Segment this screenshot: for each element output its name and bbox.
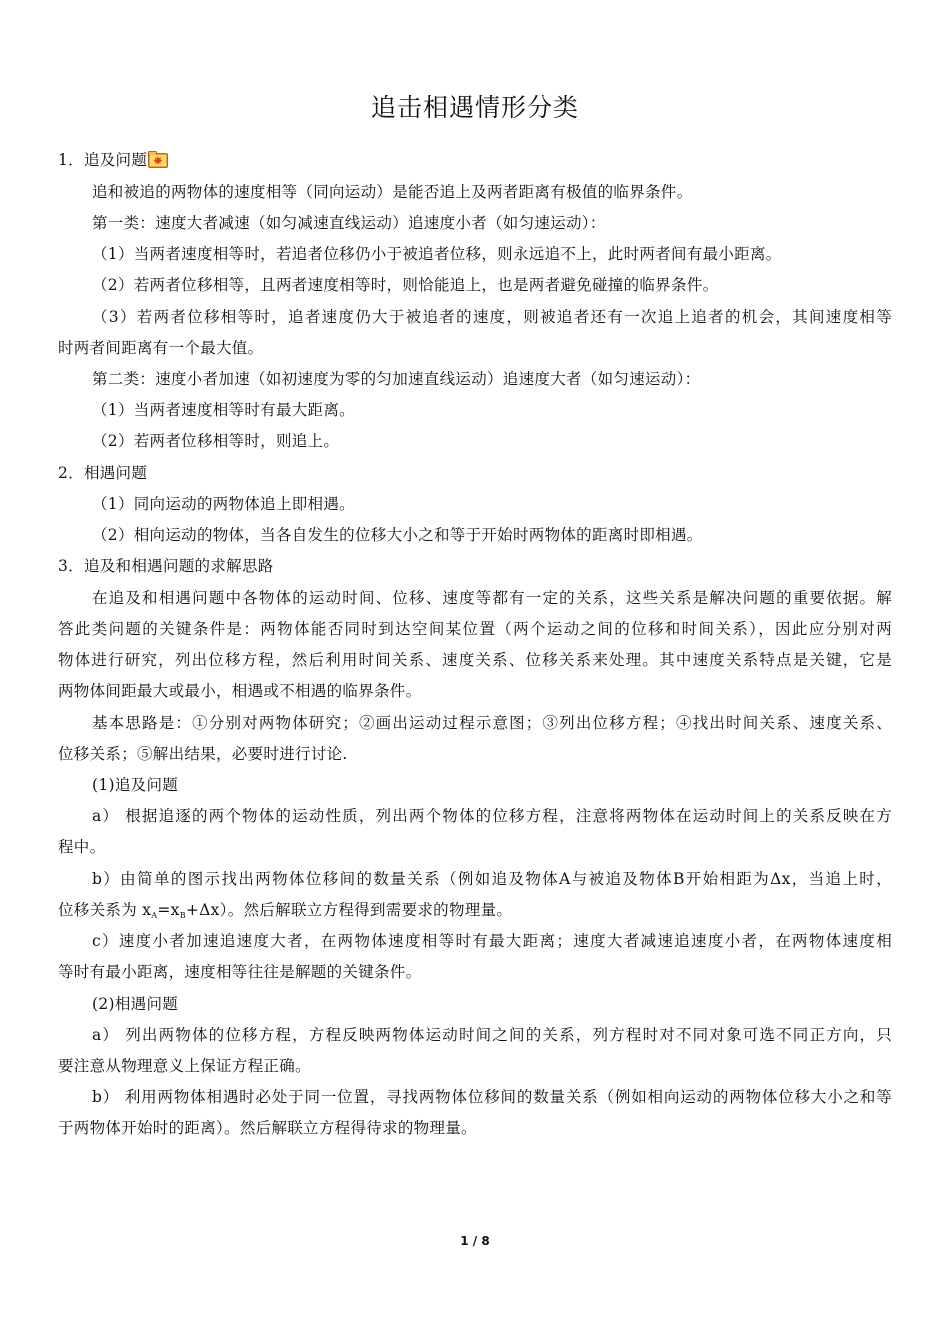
formula-mid: =x [157,901,180,919]
paragraph: 程中。 [58,838,106,856]
paragraph: 物体进行研究，列出位移方程，然后利用时间关系、速度关系、位移关系来处理。其中速度关系特点是关键，它是 [58,651,892,669]
category-1-item-3: （3）若两者位移相等时，追者速度仍大于被追者的速度，则被追者还有一次追上追者的机会，其间速度相等 [92,308,892,326]
category-2: 第二类：速度小者加速（如初速度为零的匀加速直线运动）追速度大者（如匀速运动）： [92,370,701,388]
section-1-heading-text: 1．追及问题 [58,151,148,169]
paragraph: 位移关系；⑤解出结果，必要时进行讨论. [58,745,348,763]
section-2-heading: 2．相遇问题 [58,464,148,482]
paragraph: （2）相向运动的物体，当各自发生的位移大小之和等于开始时两物体的距离时即相遇。 [92,526,703,544]
subscript-b: B [179,911,186,920]
paragraph: b） 利用两物体相遇时必处于同一位置，寻找两物体位移间的数量关系（例如相向运动的两物体位移大小之和等 [92,1088,892,1106]
paragraph: 在追及和相遇问题中各物体的运动时间、位移、速度等都有一定的关系，这些关系是解决问题的重要依据。解 [92,589,892,607]
formula-prefix: 位移关系为 x [58,901,152,919]
paragraph: b）由简单的图示找出两物体位移间的数量关系（例如追及物体A与被追及物体B开始相距为Δx，当追上时， [92,870,892,888]
category-2-item-1: （1）当两者速度相等时有最大距离。 [92,401,355,419]
subsection-heading: (1)追及问题 [92,776,179,794]
category-1-item-3-cont: 时两者间距离有一个最大值。 [58,339,264,357]
subsection-heading: (2)相遇问题 [92,995,179,1013]
paragraph: 追和被追的两物体的速度相等（同向运动）是能否追上及两者距离有极值的临界条件。 [92,183,693,201]
paragraph: 基本思路是：①分别对两物体研究；②画出运动过程示意图；③列出位移方程；④找出时间关系、速度关系、 [92,714,892,732]
category-1: 第一类：速度大者减速（如匀减速直线运动）追速度小者（如匀速运动）： [92,214,606,232]
category-2-item-2: （2）若两者位移相等时，则追上。 [92,432,340,450]
paragraph: c）速度小者加速追速度大者，在两物体速度相等时有最大距离；速度大者减速追速度小者，在两物体速度相 [92,932,892,950]
page-number: 1 / 8 [460,1234,490,1248]
folder-icon [148,151,168,168]
section-1-heading [58,148,892,170]
paragraph: 两物体间距最大或最小，相遇或不相遇的临界条件。 [58,682,422,700]
category-1-item-1: （1）当两者速度相等时，若追者位移仍小于被追者位移，则永远追不上，此时两者间有最小距离。 [92,245,782,263]
paragraph: 于两物体开始时的距离）。然后解联立方程得待求的物理量。 [58,1119,477,1137]
paragraph: 等时有最小距离，速度相等往往是解题的关键条件。 [58,963,422,981]
paragraph: 要注意从物理意义上保证方程正确。 [58,1057,311,1075]
paragraph: a） 列出两物体的位移方程，方程反映两物体运动时间之间的关系，列方程时对不同对象可选不同正方向，只 [92,1026,892,1044]
subscript-a: A [151,911,158,920]
page-title: 追击相遇情形分类 [370,93,579,122]
section-3-heading: 3．追及和相遇问题的求解思路 [58,557,274,575]
formula-suffix: +Δx）。然后解联立方程得到需要求的物理量。 [185,901,513,919]
paragraph: a） 根据追逐的两个物体的运动性质，列出两个物体的位移方程，注意将两物体在运动时间上的关系反映在方 [92,807,892,825]
category-1-item-2: （2）若两者位移相等，且两者速度相等时，则恰能追上，也是两者避免碰撞的临界条件。 [92,276,719,294]
paragraph: 答此类问题的关键条件是：两物体能否同时到达空间某位置（两个运动之间的位移和时间关系），因此应分别对两 [58,620,892,638]
paragraph: （1）同向运动的两物体追上即相遇。 [92,495,355,513]
formula-line [58,898,892,920]
